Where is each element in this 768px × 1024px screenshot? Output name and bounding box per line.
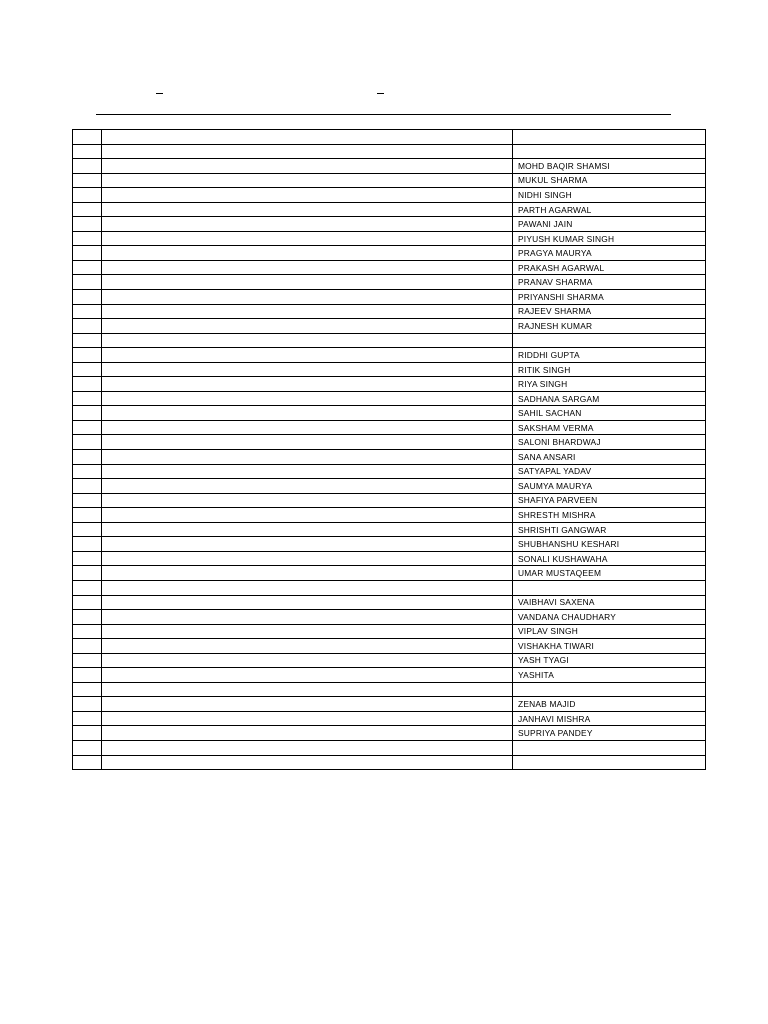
table-row <box>73 377 706 392</box>
serial-cell <box>73 260 102 275</box>
student-name-cell: RIYA SINGH <box>513 377 706 392</box>
table-row <box>73 319 706 334</box>
detail-cell <box>102 682 513 697</box>
detail-cell <box>102 522 513 537</box>
student-name-cell: PRAGYA MAURYA <box>513 246 706 261</box>
table-row <box>73 231 706 246</box>
serial-cell <box>73 333 102 348</box>
detail-cell <box>102 610 513 625</box>
table-row <box>73 479 706 494</box>
detail-cell <box>102 639 513 654</box>
detail-cell <box>102 580 513 595</box>
table-row <box>73 391 706 406</box>
table-row <box>73 653 706 668</box>
table-row <box>73 173 706 188</box>
table-row <box>73 362 706 377</box>
detail-cell <box>102 740 513 755</box>
serial-cell <box>73 580 102 595</box>
detail-cell <box>102 464 513 479</box>
student-name-cell: SAHIL SACHAN <box>513 406 706 421</box>
student-name-cell: RAJNESH KUMAR <box>513 319 706 334</box>
detail-cell <box>102 508 513 523</box>
serial-cell <box>73 246 102 261</box>
serial-cell <box>73 231 102 246</box>
table-row <box>73 202 706 217</box>
table-row <box>73 711 706 726</box>
table-row <box>73 624 706 639</box>
table-row <box>73 551 706 566</box>
serial-cell <box>73 624 102 639</box>
student-name-cell <box>513 130 706 145</box>
detail-cell <box>102 319 513 334</box>
student-name-cell: YASHITA <box>513 668 706 683</box>
detail-cell <box>102 130 513 145</box>
table-row <box>73 537 706 552</box>
serial-cell <box>73 508 102 523</box>
detail-cell <box>102 537 513 552</box>
detail-cell <box>102 711 513 726</box>
table-row <box>73 668 706 683</box>
serial-cell <box>73 188 102 203</box>
header-dash-left <box>156 93 163 94</box>
student-name-cell: RIDDHI GUPTA <box>513 348 706 363</box>
student-name-cell: SAUMYA MAURYA <box>513 479 706 494</box>
student-name-cell: SAKSHAM VERMA <box>513 420 706 435</box>
serial-cell <box>73 435 102 450</box>
serial-cell <box>73 275 102 290</box>
student-name-cell: UMAR MUSTAQEEM <box>513 566 706 581</box>
detail-cell <box>102 479 513 494</box>
serial-cell <box>73 668 102 683</box>
table-row <box>73 246 706 261</box>
serial-cell <box>73 537 102 552</box>
student-name-cell: VISHAKHA TIWARI <box>513 639 706 654</box>
detail-cell <box>102 450 513 465</box>
student-name-cell: JANHAVI MISHRA <box>513 711 706 726</box>
student-name-cell <box>513 682 706 697</box>
table-row <box>73 726 706 741</box>
serial-cell <box>73 740 102 755</box>
table-row <box>73 304 706 319</box>
serial-cell <box>73 697 102 712</box>
serial-cell <box>73 144 102 159</box>
table-row <box>73 159 706 174</box>
table-row <box>73 420 706 435</box>
detail-cell <box>102 420 513 435</box>
table-row <box>73 260 706 275</box>
student-name-cell: MUKUL SHARMA <box>513 173 706 188</box>
student-name-cell: ZENAB MAJID <box>513 697 706 712</box>
student-name-cell: RAJEEV SHARMA <box>513 304 706 319</box>
detail-cell <box>102 566 513 581</box>
detail-cell <box>102 304 513 319</box>
student-name-cell: PARTH AGARWAL <box>513 202 706 217</box>
table-row <box>73 450 706 465</box>
detail-cell <box>102 260 513 275</box>
table-row <box>73 493 706 508</box>
student-name-cell: PIYUSH KUMAR SINGH <box>513 231 706 246</box>
table-row <box>73 464 706 479</box>
detail-cell <box>102 435 513 450</box>
student-name-cell: SHRISHTI GANGWAR <box>513 522 706 537</box>
serial-cell <box>73 130 102 145</box>
student-name-cell: SALONI BHARDWAJ <box>513 435 706 450</box>
detail-cell <box>102 173 513 188</box>
serial-cell <box>73 479 102 494</box>
student-name-cell: PRIYANSHI SHARMA <box>513 290 706 305</box>
table-row <box>73 275 706 290</box>
detail-cell <box>102 159 513 174</box>
student-name-cell: VAIBHAVI SAXENA <box>513 595 706 610</box>
roster-body <box>73 130 706 770</box>
serial-cell <box>73 522 102 537</box>
detail-cell <box>102 726 513 741</box>
serial-cell <box>73 610 102 625</box>
serial-cell <box>73 362 102 377</box>
student-name-cell: SHRESTH MISHRA <box>513 508 706 523</box>
serial-cell <box>73 304 102 319</box>
detail-cell <box>102 493 513 508</box>
header-rule <box>96 114 671 115</box>
table-row <box>73 755 706 770</box>
serial-cell <box>73 682 102 697</box>
serial-cell <box>73 217 102 232</box>
serial-cell <box>73 173 102 188</box>
table-row <box>73 217 706 232</box>
table-row <box>73 580 706 595</box>
detail-cell <box>102 290 513 305</box>
table-row <box>73 333 706 348</box>
serial-cell <box>73 755 102 770</box>
serial-cell <box>73 319 102 334</box>
serial-cell <box>73 159 102 174</box>
detail-cell <box>102 595 513 610</box>
serial-cell <box>73 595 102 610</box>
serial-cell <box>73 551 102 566</box>
serial-cell <box>73 639 102 654</box>
table-row <box>73 639 706 654</box>
student-name-cell <box>513 333 706 348</box>
serial-cell <box>73 391 102 406</box>
serial-cell <box>73 406 102 421</box>
detail-cell <box>102 377 513 392</box>
detail-cell <box>102 231 513 246</box>
serial-cell <box>73 290 102 305</box>
student-name-cell: SATYAPAL YADAV <box>513 464 706 479</box>
student-name-cell: YASH TYAGI <box>513 653 706 668</box>
student-name-cell: SANA ANSARI <box>513 450 706 465</box>
serial-cell <box>73 420 102 435</box>
student-name-cell: PRANAV SHARMA <box>513 275 706 290</box>
student-name-cell: RITIK SINGH <box>513 362 706 377</box>
detail-cell <box>102 333 513 348</box>
detail-cell <box>102 202 513 217</box>
table-row <box>73 406 706 421</box>
serial-cell <box>73 348 102 363</box>
serial-cell <box>73 377 102 392</box>
detail-cell <box>102 217 513 232</box>
detail-cell <box>102 391 513 406</box>
student-name-cell: VIPLAV SINGH <box>513 624 706 639</box>
detail-cell <box>102 653 513 668</box>
student-name-cell: MOHD BAQIR SHAMSI <box>513 159 706 174</box>
student-name-cell: PRAKASH AGARWAL <box>513 260 706 275</box>
detail-cell <box>102 406 513 421</box>
detail-cell <box>102 697 513 712</box>
table-row <box>73 682 706 697</box>
student-name-cell: SUPRIYA PANDEY <box>513 726 706 741</box>
serial-cell <box>73 202 102 217</box>
serial-cell <box>73 711 102 726</box>
detail-cell <box>102 755 513 770</box>
serial-cell <box>73 653 102 668</box>
detail-cell <box>102 188 513 203</box>
student-name-cell <box>513 740 706 755</box>
header-dash-right <box>377 93 384 94</box>
table-row <box>73 348 706 363</box>
table-row <box>73 610 706 625</box>
detail-cell <box>102 551 513 566</box>
student-name-cell: NIDHI SINGH <box>513 188 706 203</box>
serial-cell <box>73 450 102 465</box>
student-name-cell: SHUBHANSHU KESHARI <box>513 537 706 552</box>
serial-cell <box>73 726 102 741</box>
table-row <box>73 697 706 712</box>
table-row <box>73 435 706 450</box>
table-row <box>73 130 706 145</box>
detail-cell <box>102 144 513 159</box>
student-name-cell: SADHANA SARGAM <box>513 391 706 406</box>
table-row <box>73 188 706 203</box>
serial-cell <box>73 464 102 479</box>
student-name-cell: SONALI KUSHAWAHA <box>513 551 706 566</box>
student-name-cell <box>513 755 706 770</box>
table-row <box>73 566 706 581</box>
student-name-cell: SHAFIYA PARVEEN <box>513 493 706 508</box>
detail-cell <box>102 348 513 363</box>
table-row <box>73 595 706 610</box>
table-row <box>73 522 706 537</box>
table-row <box>73 740 706 755</box>
student-name-cell <box>513 144 706 159</box>
student-name-cell <box>513 580 706 595</box>
serial-cell <box>73 566 102 581</box>
serial-cell <box>73 493 102 508</box>
student-roster-table <box>72 129 706 770</box>
table-row <box>73 144 706 159</box>
detail-cell <box>102 624 513 639</box>
table-row <box>73 290 706 305</box>
student-name-cell: VANDANA CHAUDHARY <box>513 610 706 625</box>
detail-cell <box>102 275 513 290</box>
detail-cell <box>102 362 513 377</box>
detail-cell <box>102 668 513 683</box>
table-row <box>73 508 706 523</box>
detail-cell <box>102 246 513 261</box>
student-name-cell: PAWANI JAIN <box>513 217 706 232</box>
